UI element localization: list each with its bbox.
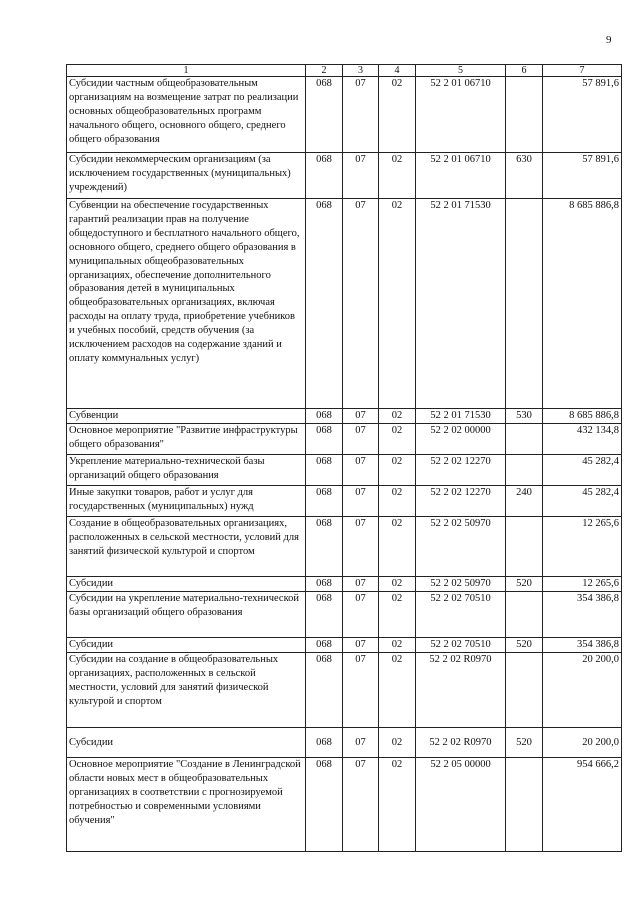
- row-amount: 12 265,6: [543, 517, 622, 577]
- row-csr: 52 2 02 00000: [416, 424, 506, 455]
- row-pr: 02: [379, 592, 416, 638]
- row-pr: 02: [379, 424, 416, 455]
- row-amount: 354 386,8: [543, 592, 622, 638]
- row-rz: 07: [343, 199, 379, 409]
- table-row: [67, 409, 622, 424]
- row-rz: 07: [343, 653, 379, 728]
- table-row: [67, 653, 622, 728]
- row-amount: 20 200,0: [543, 728, 622, 758]
- row-name: Субсидии: [67, 638, 306, 653]
- row-name: Субсидии на укрепление материально-технической базы организаций общего образования: [67, 592, 306, 638]
- row-amount: 8 685 886,8: [543, 409, 622, 424]
- row-rz: 07: [343, 638, 379, 653]
- row-rz: 07: [343, 517, 379, 577]
- row-pr: 02: [379, 455, 416, 486]
- row-vr: 630: [506, 153, 543, 199]
- row-pr: 02: [379, 153, 416, 199]
- table-row: [67, 592, 622, 638]
- row-amount: 20 200,0: [543, 653, 622, 728]
- table-row: [67, 153, 622, 199]
- row-pr: 02: [379, 77, 416, 153]
- row-grbs: 068: [306, 424, 343, 455]
- row-vr: [506, 592, 543, 638]
- table-row: [67, 486, 622, 517]
- row-vr: 520: [506, 728, 543, 758]
- row-amount: 954 666,2: [543, 758, 622, 852]
- row-csr: 52 2 02 R0970: [416, 728, 506, 758]
- row-name: Субсидии частным общеобразовательным организациям на возмещение затрат по реализации основных общеобразовательных программ начального общего, основного общего, среднего общего образования: [67, 77, 306, 153]
- row-vr: 520: [506, 638, 543, 653]
- column-header: 1: [67, 65, 306, 77]
- row-rz: 07: [343, 153, 379, 199]
- row-rz: 07: [343, 728, 379, 758]
- row-csr: 52 2 02 70510: [416, 592, 506, 638]
- column-header: 4: [379, 65, 416, 77]
- row-pr: 02: [379, 199, 416, 409]
- column-header: 3: [343, 65, 379, 77]
- row-grbs: 068: [306, 153, 343, 199]
- row-amount: 45 282,4: [543, 455, 622, 486]
- row-rz: 07: [343, 424, 379, 455]
- row-csr: 52 2 02 R0970: [416, 653, 506, 728]
- row-grbs: 068: [306, 77, 343, 153]
- row-grbs: 068: [306, 455, 343, 486]
- row-name: Субвенции на обеспечение государственных гарантий реализации прав на получение общедоступного и бесплатного начального общего, основного общего, среднего общего образования в муниципальных общеобразовательных организациях, обеспечение дополнительного образования детей в муниципальных общеобразовательных организациях, включая расходы на оплату труда, приобретение учебников и учебных пособий, средств обучения (за исключением расходов на содержание зданий и оплату коммунальных услуг): [67, 199, 306, 409]
- page-number: 9: [606, 34, 612, 46]
- row-csr: 52 2 01 71530: [416, 409, 506, 424]
- row-name: Создание в общеобразовательных организациях, расположенных в сельской местности, условий для занятий физической культурой и спортом: [67, 517, 306, 577]
- row-vr: [506, 77, 543, 153]
- row-csr: 52 2 02 12270: [416, 486, 506, 517]
- row-grbs: 068: [306, 486, 343, 517]
- row-grbs: 068: [306, 517, 343, 577]
- row-amount: 432 134,8: [543, 424, 622, 455]
- row-grbs: 068: [306, 758, 343, 852]
- row-rz: 07: [343, 577, 379, 592]
- row-name: Иные закупки товаров, работ и услуг для государственных (муниципальных) нужд: [67, 486, 306, 517]
- row-grbs: 068: [306, 638, 343, 653]
- row-pr: 02: [379, 638, 416, 653]
- row-amount: 45 282,4: [543, 486, 622, 517]
- row-name: Основное мероприятие "Развитие инфраструктуры общего образования": [67, 424, 306, 455]
- row-pr: 02: [379, 577, 416, 592]
- row-name: Основное мероприятие "Создание в Ленинградской области новых мест в общеобразовательных организациях в соответствии с прогнозируемой потребностью и современными условиями обучения": [67, 758, 306, 852]
- row-vr: [506, 455, 543, 486]
- row-amount: 57 891,6: [543, 153, 622, 199]
- row-pr: 02: [379, 409, 416, 424]
- row-csr: 52 2 02 50970: [416, 517, 506, 577]
- row-grbs: 068: [306, 592, 343, 638]
- row-pr: 02: [379, 758, 416, 852]
- table-header-row: [67, 65, 622, 77]
- row-vr: [506, 199, 543, 409]
- column-header: 2: [306, 65, 343, 77]
- column-header: 6: [506, 65, 543, 77]
- row-vr: [506, 758, 543, 852]
- row-csr: 52 2 01 71530: [416, 199, 506, 409]
- row-name: Укрепление материально-технической базы организаций общего образования: [67, 455, 306, 486]
- row-vr: [506, 424, 543, 455]
- row-rz: 07: [343, 77, 379, 153]
- row-name: Субсидии некоммерческим организациям (за исключением государственных (муниципальных) учреждений): [67, 153, 306, 199]
- row-name: Субвенции: [67, 409, 306, 424]
- row-csr: 52 2 01 06710: [416, 77, 506, 153]
- row-amount: 8 685 886,8: [543, 199, 622, 409]
- row-amount: 57 891,6: [543, 77, 622, 153]
- table-row: [67, 638, 622, 653]
- row-amount: 354 386,8: [543, 638, 622, 653]
- column-header: 5: [416, 65, 506, 77]
- row-rz: 07: [343, 758, 379, 852]
- column-header: 7: [543, 65, 622, 77]
- row-vr: [506, 517, 543, 577]
- row-name: Субсидии: [67, 577, 306, 592]
- table-row: [67, 728, 622, 758]
- budget-table: [66, 64, 622, 852]
- row-rz: 07: [343, 409, 379, 424]
- row-rz: 07: [343, 592, 379, 638]
- row-csr: 52 2 02 50970: [416, 577, 506, 592]
- row-name: Субсидии на создание в общеобразовательных организациях, расположенных в сельской местности, условий для занятий физической культурой и спортом: [67, 653, 306, 728]
- table-row: [67, 455, 622, 486]
- row-rz: 07: [343, 486, 379, 517]
- row-name: Субсидии: [67, 728, 306, 758]
- row-csr: 52 2 05 00000: [416, 758, 506, 852]
- row-grbs: 068: [306, 577, 343, 592]
- row-csr: 52 2 02 12270: [416, 455, 506, 486]
- row-vr: 530: [506, 409, 543, 424]
- row-rz: 07: [343, 455, 379, 486]
- row-amount: 12 265,6: [543, 577, 622, 592]
- row-pr: 02: [379, 728, 416, 758]
- table-row: [67, 517, 622, 577]
- row-pr: 02: [379, 486, 416, 517]
- row-pr: 02: [379, 517, 416, 577]
- table-row: [67, 758, 622, 852]
- row-grbs: 068: [306, 199, 343, 409]
- row-csr: 52 2 01 06710: [416, 153, 506, 199]
- row-grbs: 068: [306, 409, 343, 424]
- row-vr: 240: [506, 486, 543, 517]
- table-row: [67, 577, 622, 592]
- row-csr: 52 2 02 70510: [416, 638, 506, 653]
- table-row: [67, 77, 622, 153]
- row-vr: [506, 653, 543, 728]
- row-pr: 02: [379, 653, 416, 728]
- table-row: [67, 199, 622, 409]
- table-row: [67, 424, 622, 455]
- row-grbs: 068: [306, 728, 343, 758]
- row-vr: 520: [506, 577, 543, 592]
- row-grbs: 068: [306, 653, 343, 728]
